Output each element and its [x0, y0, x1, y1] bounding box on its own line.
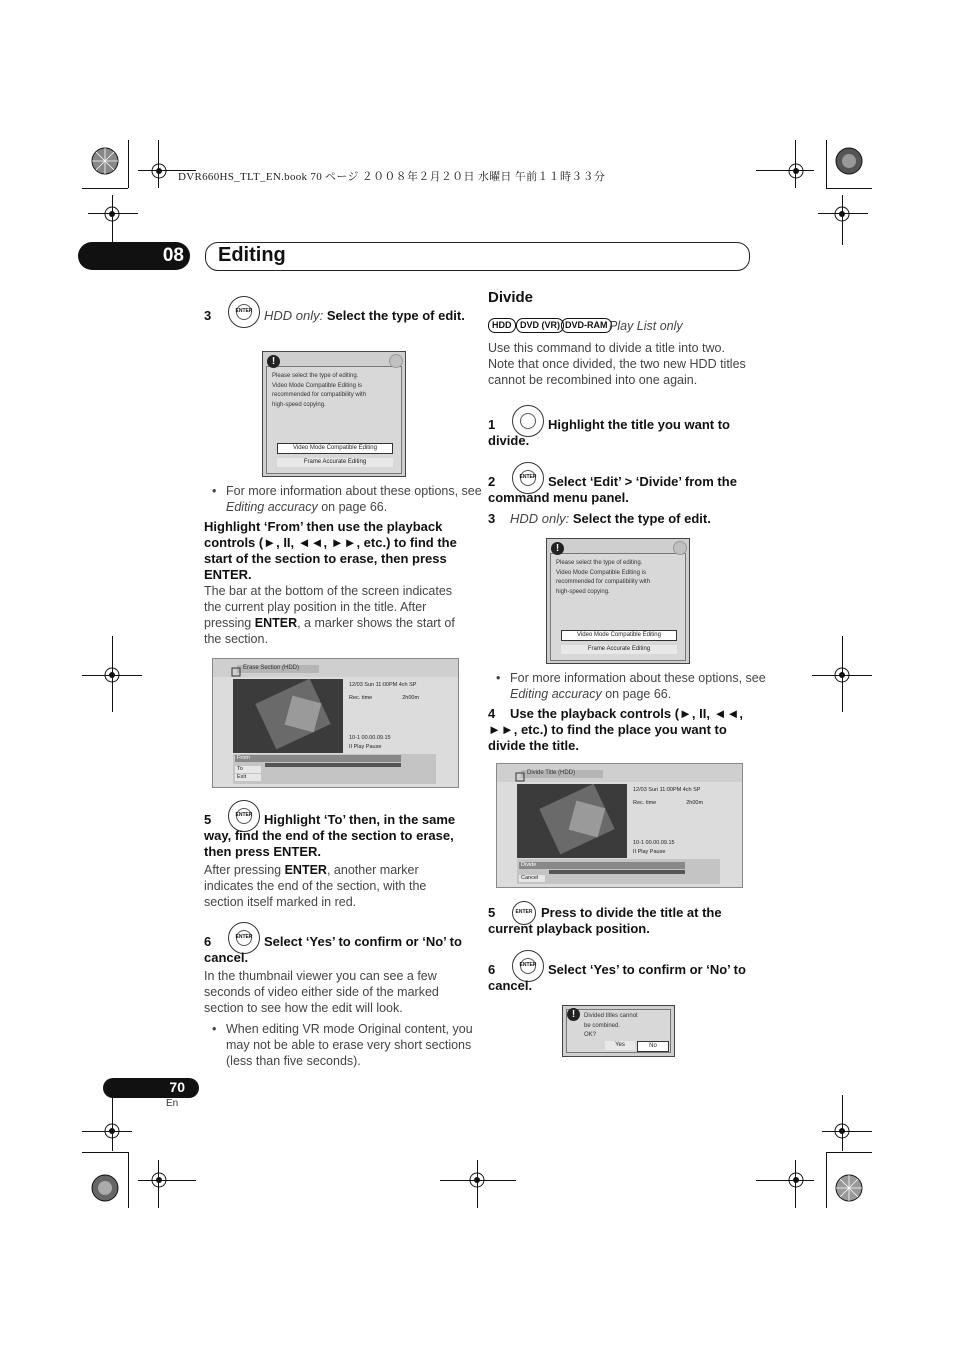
- erase-section-screen: Erase Section (HDD) 12/03 Sun 11:00PM 4ch SP Rec. time 2h00m 10-1 00.00.09.15 II Play Pause From To Exit: [212, 658, 459, 788]
- crosshair-icon: [101, 203, 123, 225]
- format-note: Play List only: [609, 319, 683, 333]
- enter-button-icon: ENTER: [512, 901, 536, 925]
- progress-bar: [265, 763, 401, 767]
- to-row[interactable]: To: [235, 766, 261, 773]
- confirm-dialog: [562, 1005, 675, 1057]
- right-step-2: 2 Select ‘Edit’ > ‘Divide’ from the command menu panel.: [488, 474, 737, 505]
- registration-mark-icon: [90, 146, 120, 176]
- video-mode-option[interactable]: Video Mode Compatible Editing: [277, 443, 393, 454]
- warning-icon: !: [551, 542, 564, 555]
- chapter-title-bar: [205, 242, 750, 271]
- page-number: 70: [169, 1079, 185, 1095]
- registration-mark-icon: [834, 146, 864, 176]
- video-thumbnail: [517, 784, 627, 858]
- enter-button-icon: ENTER: [228, 800, 260, 832]
- disc-icon: [389, 354, 403, 368]
- left-step-5: 5 Highlight ‘To’ then, in the same way, find the end of the section to erase, then press ENTER.: [204, 812, 456, 859]
- right-step-6: 6 Select ‘Yes’ to confirm or ‘No’ to cancel.: [488, 962, 746, 993]
- left-step-4: Highlight ‘From’ then use the playback controls (►, II, ◄◄, ►►, etc.) to find the start of the section to erase, then press ENTER.: [204, 519, 457, 582]
- crosshair-icon: [831, 203, 853, 225]
- divide-title-screen: Divide Title (HDD) 12/03 Sun 11:00PM 4ch SP Rec. time 2h00m 10-1 00.00.09.15 II Play Pause Divide Cancel: [496, 763, 743, 888]
- no-option[interactable]: No: [637, 1041, 669, 1052]
- chapter-badge: [78, 242, 190, 270]
- edit-type-dialog: [262, 351, 406, 477]
- crosshair-icon: [148, 160, 170, 182]
- format-badge-dvd-ram: DVD-RAM: [561, 318, 612, 333]
- exit-row[interactable]: Exit: [235, 774, 261, 781]
- left-step-3: 3 HDD only: Select the type of edit.: [204, 308, 465, 323]
- format-badge-dvd-vr: DVD (VR): [516, 318, 564, 333]
- progress-bar: [549, 870, 685, 874]
- left-step-5-body: After pressing ENTER, another marker indicates the end of the section, with the section itself marked in red.: [204, 863, 427, 909]
- warning-icon: !: [267, 355, 280, 368]
- frame-accurate-option[interactable]: Frame Accurate Editing: [277, 458, 393, 467]
- yes-option[interactable]: Yes: [605, 1041, 635, 1050]
- edit-icon: [231, 667, 241, 677]
- crosshair-icon: [101, 1120, 123, 1142]
- edit-icon: [515, 772, 525, 782]
- crosshair-icon: [831, 664, 853, 686]
- registration-mark-icon: [834, 1173, 864, 1203]
- format-badge-hdd: HDD: [488, 318, 516, 333]
- language-label: En: [166, 1098, 179, 1109]
- frame-accurate-option[interactable]: Frame Accurate Editing: [561, 645, 677, 654]
- edit-type-dialog: [546, 538, 690, 664]
- right-bullet-1: • For more information about these options, see Editing accuracy on page 66.: [496, 671, 766, 701]
- crosshair-icon: [466, 1169, 488, 1191]
- cancel-row[interactable]: Cancel: [519, 875, 545, 882]
- right-step-3: 3 HDD only: Select the type of edit.: [488, 511, 711, 526]
- left-bullet-1: • For more information about these options, see Editing accuracy on page 66.: [212, 484, 482, 514]
- crosshair-icon: [831, 1120, 853, 1142]
- video-mode-option[interactable]: Video Mode Compatible Editing: [561, 630, 677, 641]
- enter-button-icon: ENTER: [512, 950, 544, 982]
- section-heading: Divide: [488, 289, 534, 306]
- warning-icon: !: [567, 1008, 580, 1021]
- chapter-title: Editing: [218, 244, 286, 266]
- crosshair-icon: [785, 1169, 807, 1191]
- dialog-message: Please select the type of editing. Video Mode Compatible Editing is recommended for compatibility with high-speed copying.: [556, 560, 651, 595]
- registration-mark-icon: [90, 1173, 120, 1203]
- chapter-number: 08: [162, 245, 184, 266]
- enter-button-icon: ENTER: [228, 922, 260, 954]
- divide-intro: Use this command to divide a title into two. Note that once divided, the two new HDD titles cannot be recombined into one again.: [488, 341, 746, 387]
- dialog-message: Please select the type of editing. Video Mode Compatible Editing is recommended for compatibility with high-speed copying.: [272, 373, 367, 408]
- crosshair-icon: [148, 1169, 170, 1191]
- left-step-4-body: The bar at the bottom of the screen indicates the current play position in the title. After pressing ENTER, a marker shows the start of the section.: [204, 584, 455, 646]
- file-info: DVR660HS_TLT_EN.book 70 ページ ２００８年２月２０日 水曜日 午前１１時３３分: [178, 171, 606, 183]
- divide-row[interactable]: Divide: [519, 862, 685, 869]
- crosshair-icon: [101, 664, 123, 686]
- enter-button-icon: ENTER: [228, 296, 260, 328]
- right-step-5: 5 Press to divide the title at the current playback position.: [488, 905, 722, 936]
- left-step-6: 6 Select ‘Yes’ to confirm or ‘No’ to cancel.: [204, 934, 462, 965]
- dialog-message: Divided titles cannot be combined. OK?: [584, 1013, 638, 1038]
- right-step-1: 1 Highlight the title you want to divide.: [488, 417, 730, 448]
- crosshair-icon: [785, 160, 807, 182]
- right-step-4: 4 Use the playback controls (►, II, ◄◄, ►►, etc.) to find the place you want to divide the title.: [488, 706, 743, 753]
- video-thumbnail: [233, 679, 343, 753]
- left-bullet-2: • When editing VR mode Original content, you may not be able to erase very short sections (less than five seconds).: [212, 1022, 473, 1068]
- enter-button-icon: ENTER: [512, 462, 544, 494]
- left-step-6-body: In the thumbnail viewer you can see a few seconds of video either side of the marked section to see how the edit will look.: [204, 969, 439, 1015]
- disc-icon: [673, 541, 687, 555]
- page-badge: [103, 1078, 199, 1098]
- from-row[interactable]: From: [235, 755, 401, 762]
